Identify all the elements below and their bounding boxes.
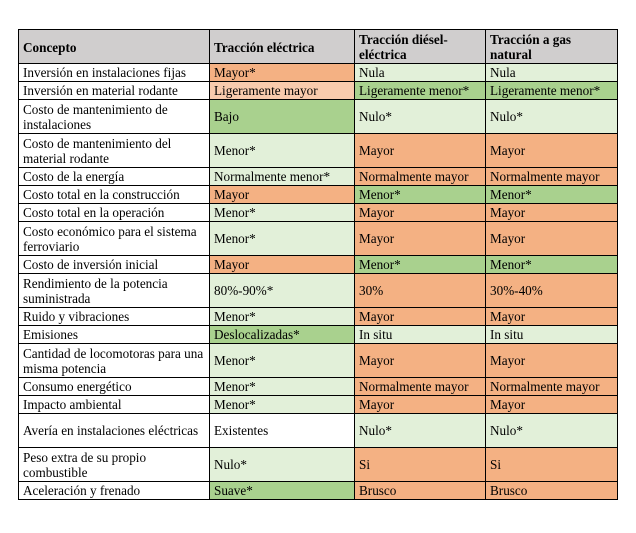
row-concept: Inversión en instalaciones fijas — [19, 64, 210, 82]
cell-diesel: In situ — [355, 326, 486, 344]
cell-gas: Mayor — [486, 396, 618, 414]
row-concept: Inversión en material rodante — [19, 82, 210, 100]
table-row — [19, 186, 618, 204]
row-concept: Costo de la energía — [19, 168, 210, 186]
row-concept: Costo total en la operación — [19, 204, 210, 222]
table-row — [19, 414, 618, 448]
cell-diesel: Normalmente mayor — [355, 378, 486, 396]
row-concept: Cantidad de locomotoras para una misma potencia — [19, 344, 210, 378]
cell-gas: Ligeramente menor* — [486, 82, 618, 100]
table-row — [19, 308, 618, 326]
cell-diesel: Menor* — [355, 186, 486, 204]
cell-gas: Mayor — [486, 204, 618, 222]
cell-diesel: Si — [355, 448, 486, 482]
table-row — [19, 344, 618, 378]
row-concept: Costo de inversión inicial — [19, 256, 210, 274]
table-row — [19, 82, 618, 100]
cell-diesel: Nula — [355, 64, 486, 82]
cell-gas: 30%-40% — [486, 274, 618, 308]
cell-diesel: Menor* — [355, 256, 486, 274]
cell-electric: Deslocalizadas* — [210, 326, 355, 344]
cell-gas: Si — [486, 448, 618, 482]
cell-electric: Menor* — [210, 396, 355, 414]
cell-gas: Menor* — [486, 186, 618, 204]
table-row — [19, 204, 618, 222]
cell-gas: Mayor — [486, 308, 618, 326]
cell-electric: Bajo — [210, 100, 355, 134]
table-row — [19, 168, 618, 186]
cell-electric: Menor* — [210, 378, 355, 396]
table-row — [19, 326, 618, 344]
cell-electric: Normalmente menor* — [210, 168, 355, 186]
cell-diesel: Mayor — [355, 308, 486, 326]
cell-gas: Mayor — [486, 134, 618, 168]
table-row — [19, 274, 618, 308]
cell-electric: Mayor — [210, 186, 355, 204]
cell-diesel: Mayor — [355, 344, 486, 378]
cell-gas: Nulo* — [486, 414, 618, 448]
cell-diesel: Mayor — [355, 134, 486, 168]
table-row — [19, 378, 618, 396]
header-diesel-electric-traction: Tracción diésel-eléctrica — [355, 30, 486, 64]
cell-gas: Nulo* — [486, 100, 618, 134]
cell-electric: Mayor* — [210, 64, 355, 82]
cell-gas: Nula — [486, 64, 618, 82]
row-concept: Consumo energético — [19, 378, 210, 396]
row-concept: Costo de mantenimiento del material rodante — [19, 134, 210, 168]
cell-electric: Ligeramente mayor — [210, 82, 355, 100]
row-concept: Costo económico para el sistema ferroviario — [19, 222, 210, 256]
row-concept: Costo de mantenimiento de instalaciones — [19, 100, 210, 134]
cell-diesel: Normalmente mayor — [355, 168, 486, 186]
table-row — [19, 448, 618, 482]
cell-electric: Menor* — [210, 308, 355, 326]
cell-electric: Menor* — [210, 222, 355, 256]
cell-electric: Existentes — [210, 414, 355, 448]
cell-diesel: Ligeramente menor* — [355, 82, 486, 100]
row-concept: Avería en instalaciones eléctricas — [19, 414, 210, 448]
table-row — [19, 134, 618, 168]
row-concept: Costo total en la construcción — [19, 186, 210, 204]
row-concept: Impacto ambiental — [19, 396, 210, 414]
cell-electric: Mayor — [210, 256, 355, 274]
cell-gas: Normalmente mayor — [486, 378, 618, 396]
cell-diesel: Nulo* — [355, 414, 486, 448]
row-concept: Emisiones — [19, 326, 210, 344]
cell-gas: Normalmente mayor — [486, 168, 618, 186]
header-row — [19, 30, 618, 64]
row-concept: Aceleración y frenado — [19, 482, 210, 500]
cell-electric: Menor* — [210, 134, 355, 168]
table-row — [19, 482, 618, 500]
table-row — [19, 100, 618, 134]
cell-diesel: Brusco — [355, 482, 486, 500]
cell-diesel: Mayor — [355, 396, 486, 414]
header-concept: Concepto — [19, 30, 210, 64]
cell-electric: 80%-90%* — [210, 274, 355, 308]
row-concept: Peso extra de su propio combustible — [19, 448, 210, 482]
table-row — [19, 396, 618, 414]
row-concept: Ruido y vibraciones — [19, 308, 210, 326]
cell-electric: Menor* — [210, 344, 355, 378]
cell-diesel: Mayor — [355, 204, 486, 222]
cell-gas: In situ — [486, 326, 618, 344]
header-natural-gas-traction: Tracción a gas natural — [486, 30, 618, 64]
row-concept: Rendimiento de la potencia suministrada — [19, 274, 210, 308]
cell-gas: Menor* — [486, 256, 618, 274]
cell-diesel: 30% — [355, 274, 486, 308]
header-electric-traction: Tracción eléctrica — [210, 30, 355, 64]
table-row — [19, 256, 618, 274]
cell-diesel: Mayor — [355, 222, 486, 256]
cell-diesel: Nulo* — [355, 100, 486, 134]
table-row — [19, 222, 618, 256]
cell-gas: Mayor — [486, 222, 618, 256]
cell-electric: Suave* — [210, 482, 355, 500]
cell-electric: Nulo* — [210, 448, 355, 482]
cell-electric: Menor* — [210, 204, 355, 222]
cell-gas: Brusco — [486, 482, 618, 500]
cell-gas: Mayor — [486, 344, 618, 378]
table-row — [19, 64, 618, 82]
comparison-table — [18, 29, 618, 500]
